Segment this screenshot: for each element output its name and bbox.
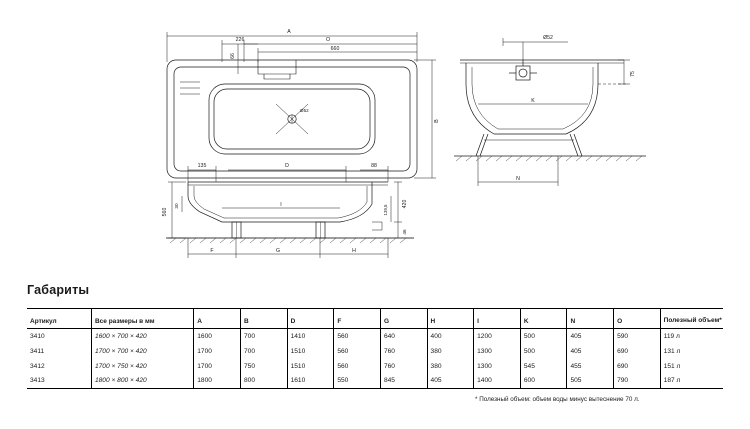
cell-O: 790 (614, 374, 661, 389)
cell-H: 380 (427, 344, 474, 359)
cell-N: 405 (567, 344, 614, 359)
cell-article: 3410 (30, 332, 45, 340)
specs-header-row (27, 309, 723, 329)
dim-label-30: 30 (174, 203, 179, 209)
cell-I: 1200 (474, 329, 521, 344)
cell-I: 1400 (474, 374, 521, 389)
cell-D: 1610 (287, 374, 334, 389)
cell-A: 1800 (194, 374, 241, 389)
dim-label-K: K (531, 98, 535, 104)
dim-label-D: D (285, 163, 289, 169)
header-dimensions: Все размеры в мм (91, 309, 193, 329)
header-A: A (194, 309, 241, 329)
dim-label-139-5: 139,5 (383, 204, 388, 216)
dim-label-O: O (325, 37, 331, 43)
cell-K: 500 (520, 344, 567, 359)
cell-volume: 131 л (660, 344, 723, 359)
dim-label-560: 560 (162, 207, 168, 217)
cell-I: 1300 (474, 359, 521, 374)
cell-N: 455 (567, 359, 614, 374)
cell-volume: 119 л (660, 329, 723, 344)
cell-O: 690 (614, 359, 661, 374)
cell-B: 750 (241, 359, 288, 374)
dim-label-660: 660 (330, 46, 340, 52)
header-B: B (241, 309, 288, 329)
header-volume: Полезный объем* (660, 309, 723, 329)
dim-label-A: A (287, 29, 291, 35)
cell-B: 700 (241, 344, 288, 359)
cell-volume: 187 л (660, 374, 723, 389)
side-view-drawing (150, 160, 450, 270)
dim-label-46: 46 (402, 229, 407, 235)
cell-G: 640 (380, 329, 427, 344)
table-row (27, 344, 723, 359)
header-H: H (427, 309, 474, 329)
cell-H: 405 (427, 374, 474, 389)
header-D: D (287, 309, 334, 329)
cell-H: 380 (427, 359, 474, 374)
dim-label-66: 66 (230, 53, 236, 59)
cell-dimensions: 1800 × 800 × 420 (91, 374, 193, 389)
dim-label-135: 135 (197, 163, 207, 169)
cell-F: 560 (334, 329, 381, 344)
cell-G: 760 (380, 359, 427, 374)
cell-F: 560 (334, 344, 381, 359)
cell-B: 800 (241, 374, 288, 389)
table-footnote: * Полезный объем: объем воды минус вытеснение 70 л. (475, 396, 640, 403)
cell-dimensions: 1600 × 700 × 420 (91, 329, 193, 344)
cell-A: 1700 (194, 359, 241, 374)
dim-label-F: F (210, 248, 214, 254)
header-article: Артикул (27, 309, 91, 329)
table-row (27, 374, 723, 389)
cell-G: 845 (380, 374, 427, 389)
dim-label-420: 420 (402, 199, 408, 209)
cell-dimensions: 1700 × 700 × 420 (91, 344, 193, 359)
cell-D: 1510 (287, 344, 334, 359)
header-I: I (474, 309, 521, 329)
cell-I: 1300 (474, 344, 521, 359)
cell-dimensions: 1700 × 750 × 420 (91, 359, 193, 374)
cell-O: 590 (614, 329, 661, 344)
specs-table-body (27, 329, 723, 389)
cell-K: 500 (520, 329, 567, 344)
overflow-note-top: Ø52 (300, 108, 309, 113)
drain-dia-label: Ø52 (543, 35, 553, 41)
dim-label-B: B (434, 119, 440, 123)
table-row (27, 329, 723, 344)
cell-D: 1410 (287, 329, 334, 344)
section-leg-left (476, 134, 484, 156)
cell-N: 505 (567, 374, 614, 389)
cell-G: 760 (380, 344, 427, 359)
header-F: F (334, 309, 381, 329)
drain-stub (372, 222, 382, 230)
dim-label-N: N (516, 176, 520, 182)
cell-B: 700 (241, 329, 288, 344)
cell-article: 3411 (30, 347, 45, 355)
header-O: O (614, 309, 661, 329)
cell-K: 600 (520, 374, 567, 389)
section-view-drawing (448, 22, 678, 212)
dim-label-H: H (352, 248, 356, 254)
cell-N: 405 (567, 329, 614, 344)
cell-O: 690 (614, 344, 661, 359)
dim-label-88: 88 (371, 163, 377, 169)
table-row (27, 359, 723, 374)
cell-A: 1600 (194, 329, 241, 344)
header-G: G (380, 309, 427, 329)
specs-table-head (27, 309, 723, 329)
cell-H: 400 (427, 329, 474, 344)
cell-D: 1510 (287, 359, 334, 374)
section-leg-right (574, 134, 582, 156)
cell-article: 3413 (27, 374, 91, 389)
cell-A: 1700 (194, 344, 241, 359)
header-K: K (520, 309, 567, 329)
cell-volume: 151 л (660, 359, 723, 374)
specs-table (27, 308, 723, 389)
cell-F: 560 (334, 359, 381, 374)
dim-label-G: G (275, 248, 281, 254)
dim-label-I: I (280, 202, 282, 208)
dim-label-226: 226 (235, 37, 245, 43)
cell-article: 3412 (30, 362, 45, 370)
section-title: Габариты (27, 283, 90, 297)
cell-K: 545 (520, 359, 567, 374)
dim-label-75: 75 (630, 71, 636, 77)
cell-F: 550 (334, 374, 381, 389)
header-N: N (567, 309, 614, 329)
